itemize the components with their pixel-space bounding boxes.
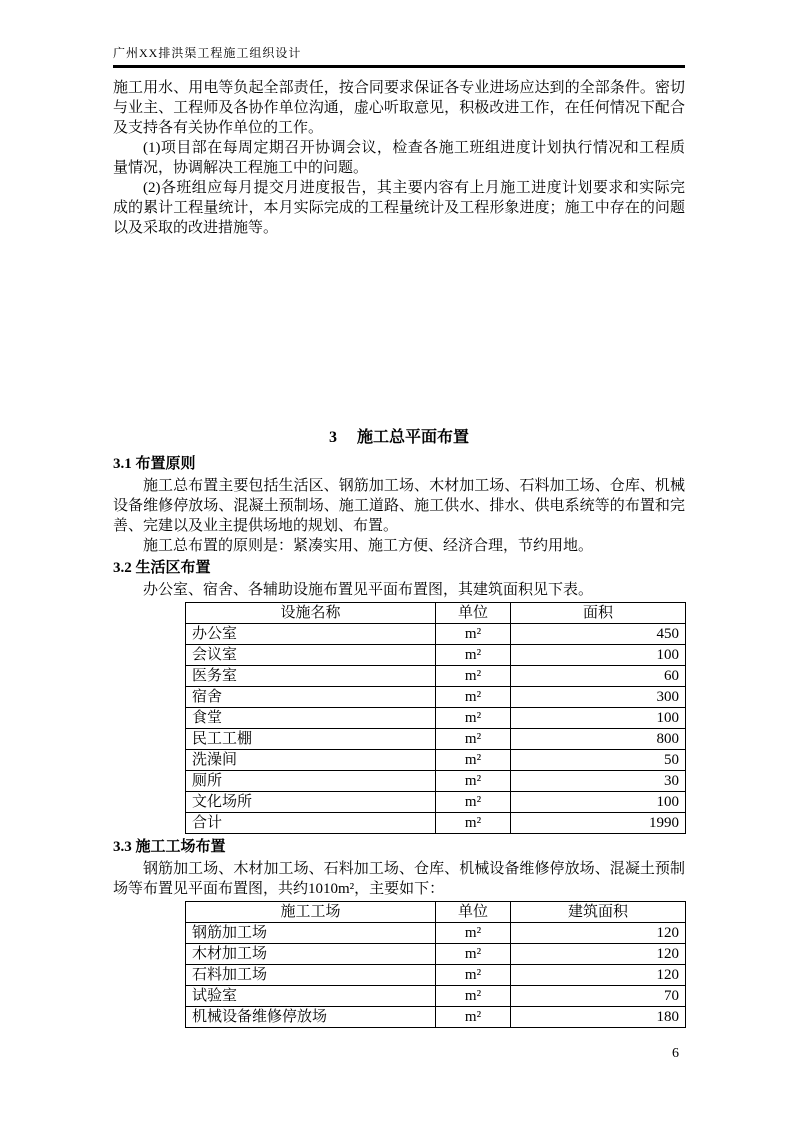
table-row (186, 965, 686, 986)
table-cell: 180 (511, 1007, 686, 1028)
living-area-table (185, 602, 686, 834)
table-cell: 石料加工场 (186, 965, 436, 986)
table-row (186, 708, 686, 729)
section-heading-3-3: 3.3 施工工场布置 (113, 839, 226, 855)
table-cell: 厕所 (186, 771, 436, 792)
header-title: 广州XX排洪渠工程施工组织设计 (113, 46, 302, 60)
header-rule (113, 65, 685, 68)
table-cell: 医务室 (186, 666, 436, 687)
table-cell: 60 (511, 666, 686, 687)
paragraph: (2)各班组应每月提交月进度报告，其主要内容有上月施工进度计划要求和实际完成的累计工程量统计，本月实际完成的工程量统计及工程形象进度；施工中存在的问题以及采取的改进措施等。 (113, 180, 685, 236)
table-cell: m² (436, 944, 511, 965)
table-cell: 合计 (186, 813, 436, 834)
table-cell: m² (436, 708, 511, 729)
table-cell: 机械设备维修停放场 (186, 1007, 436, 1028)
table-cell: m² (436, 986, 511, 1007)
table-cell: m² (436, 965, 511, 986)
table-cell: 450 (511, 624, 686, 645)
table-cell: m² (436, 813, 511, 834)
table-cell: 120 (511, 923, 686, 944)
table-cell: 800 (511, 729, 686, 750)
table-cell: m² (436, 729, 511, 750)
table-cell: 民工工棚 (186, 729, 436, 750)
table-row (186, 944, 686, 965)
paragraph: 施工用水、用电等负起全部责任，按合同要求保证各专业进场应达到的全部条件。密切与业主、工程师及各协作单位沟通，虚心听取意见，积极改进工作，在任何情况下配合及支持各有关协作单位的工作。 (113, 80, 685, 136)
paragraph: 施工总布置主要包括生活区、钢筋加工场、木材加工场、石料加工场、仓库、机械设备维修停放场、混凝土预制场、施工道路、施工供水、排水、供电系统等的布置和完善、完建以及业主提供场地的规划、布置。 (113, 478, 685, 534)
paragraph: (1)项目部在每周定期召开协调会议，检查各施工班组进度计划执行情况和工程质量情况，协调解决工程施工中的问题。 (113, 140, 685, 176)
table-cell: m² (436, 666, 511, 687)
table-header-row (186, 603, 686, 624)
table-cell: m² (436, 792, 511, 813)
page-header (113, 44, 685, 68)
document-body (113, 78, 685, 1030)
column-header: 面积 (511, 603, 686, 624)
table-cell: 100 (511, 792, 686, 813)
table-cell: 120 (511, 965, 686, 986)
table-cell: m² (436, 923, 511, 944)
table-cell: 宿舍 (186, 687, 436, 708)
table-cell: 会议室 (186, 645, 436, 666)
table-cell: m² (436, 645, 511, 666)
column-header: 单位 (436, 603, 511, 624)
table-cell: 办公室 (186, 624, 436, 645)
table-row (186, 645, 686, 666)
table-row (186, 771, 686, 792)
table-cell: 300 (511, 687, 686, 708)
table-cell: m² (436, 624, 511, 645)
table-cell: 木材加工场 (186, 944, 436, 965)
table-row (186, 666, 686, 687)
chapter-heading: 3 施工总平面布置 (328, 429, 469, 446)
table-cell: 食堂 (186, 708, 436, 729)
column-header: 建筑面积 (511, 902, 686, 923)
table-cell: 120 (511, 944, 686, 965)
table-row (186, 687, 686, 708)
table-cell: m² (436, 771, 511, 792)
paragraph: 办公室、宿舍、各辅助设施布置见平面布置图，其建筑面积见下表。 (143, 582, 594, 598)
table-cell: 试验室 (186, 986, 436, 1007)
table-cell: 洗澡间 (186, 750, 436, 771)
table-row (186, 624, 686, 645)
table-cell: 70 (511, 986, 686, 1007)
table-cell: m² (436, 687, 511, 708)
table-row (186, 792, 686, 813)
table-row (186, 729, 686, 750)
table-cell: 100 (511, 645, 686, 666)
table-header-row (186, 902, 686, 923)
table-row (186, 750, 686, 771)
section-heading-3-2: 3.2 生活区布置 (113, 560, 211, 576)
column-header: 单位 (436, 902, 511, 923)
table-cell: 钢筋加工场 (186, 923, 436, 944)
table-cell: m² (436, 750, 511, 771)
workshops-table (185, 901, 686, 1028)
table-cell: m² (436, 1007, 511, 1028)
table-cell: 30 (511, 771, 686, 792)
page-number: 6 (672, 1046, 679, 1061)
table-row (186, 923, 686, 944)
paragraph: 钢筋加工场、木材加工场、石料加工场、仓库、机械设备维修停放场、混凝土预制场等布置见平面布置图，共约1010m²，主要如下： (113, 861, 685, 897)
blank-space (113, 238, 685, 427)
table-row (186, 813, 686, 834)
table-cell: 1990 (511, 813, 686, 834)
table-cell: 50 (511, 750, 686, 771)
table-cell: 100 (511, 708, 686, 729)
table-cell: 文化场所 (186, 792, 436, 813)
column-header: 施工工场 (186, 902, 436, 923)
column-header: 设施名称 (186, 603, 436, 624)
table-row (186, 986, 686, 1007)
paragraph: 施工总布置的原则是：紧凑实用、施工方便、经济合理，节约用地。 (143, 538, 594, 554)
section-heading-3-1: 3.1 布置原则 (113, 456, 196, 472)
table-row (186, 1007, 686, 1028)
